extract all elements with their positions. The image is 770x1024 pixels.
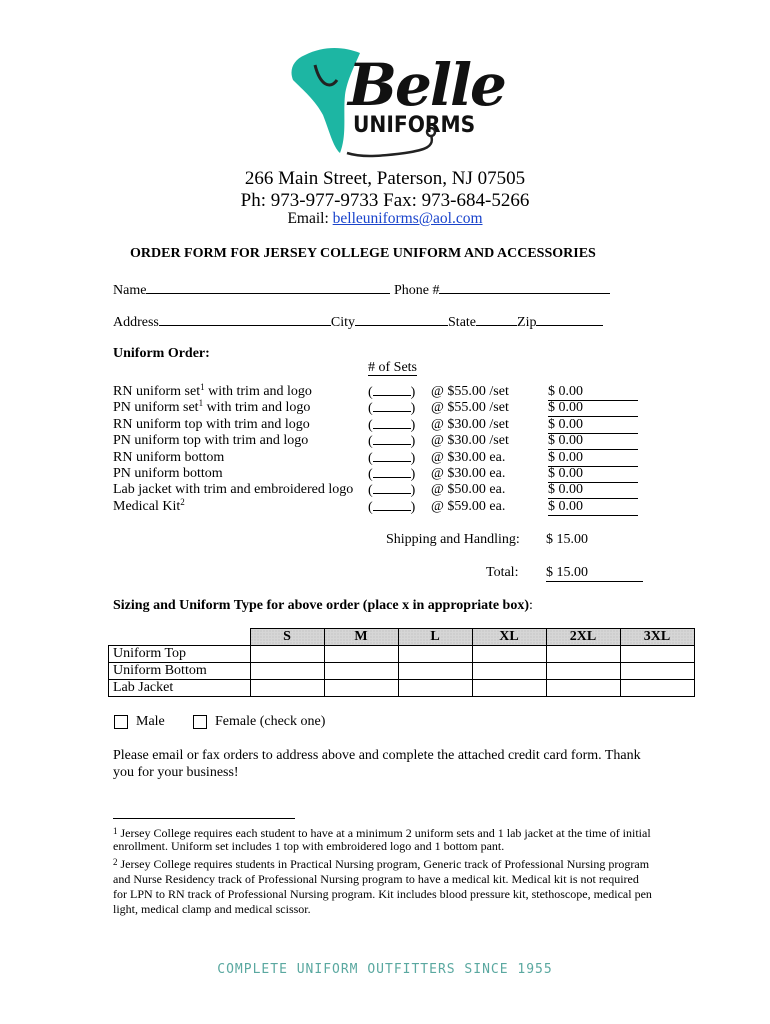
store-phone-fax: Ph: 973-977-9733 Fax: 973-684-5266 [240, 190, 530, 211]
sets-quantity-field[interactable]: ( ) [368, 385, 416, 400]
order-item-price: @ $55.00 /set [431, 384, 509, 399]
size-checkbox-cell[interactable] [620, 663, 694, 680]
address-field[interactable] [159, 313, 331, 326]
name-phone-row [113, 281, 610, 299]
order-item-price: @ $59.00 ea. [431, 499, 506, 514]
size-checkbox-cell[interactable] [472, 663, 546, 680]
city-label: City [330, 315, 356, 330]
shipping-label: Shipping and Handling: [386, 532, 520, 547]
zip-field[interactable] [536, 313, 603, 326]
uniform-order-heading: Uniform Order: [113, 346, 210, 361]
address-label: Address [113, 315, 159, 330]
sets-quantity-field[interactable]: ( ) [368, 451, 416, 466]
sets-quantity-field[interactable]: ( ) [368, 483, 416, 498]
size-checkbox-cell[interactable] [324, 663, 398, 680]
size-checkbox-cell[interactable] [472, 646, 546, 663]
size-checkbox-cell[interactable] [398, 680, 472, 697]
size-header-cell: 2XL [546, 629, 620, 646]
sizing-corner-cell [109, 629, 251, 646]
sizing-row [109, 646, 695, 663]
sizing-header-row [109, 629, 695, 646]
order-item-price: @ $30.00 /set [431, 433, 509, 448]
order-item-label: Medical Kit$^2$ [113, 497, 185, 514]
order-item-price: @ $55.00 /set [431, 400, 509, 415]
order-item-price: @ $50.00 ea. [431, 482, 506, 497]
footer-tagline: COMPLETE UNIFORM OUTFITTERS SINCE 1955 [217, 962, 553, 977]
sets-quantity-field[interactable]: ( ) [368, 434, 416, 449]
state-label: State [448, 315, 477, 330]
sets-header: # of Sets [368, 360, 417, 375]
footnote-divider [113, 818, 295, 819]
belle-uniforms-logo [285, 35, 505, 160]
size-header-cell: L [398, 629, 472, 646]
sets-quantity-field[interactable]: ( ) [368, 401, 416, 416]
male-label: Male [136, 714, 165, 729]
size-header-cell: XL [472, 629, 546, 646]
sizing-table [108, 628, 695, 697]
order-item-amount: $ 0.00 [548, 400, 638, 417]
sizing-heading: Sizing and Uniform Type for above order (place x in appropriate box): [113, 598, 533, 613]
email-link[interactable]: belleuniforms@aol.com [332, 210, 483, 227]
size-header-cell: 3XL [620, 629, 694, 646]
sets-quantity-field[interactable]: ( ) [368, 500, 416, 515]
shipping-value: $ 15.00 [546, 532, 588, 547]
size-checkbox-cell[interactable] [324, 680, 398, 697]
footnote-1: $^1$ Jersey College requires each student to have at a minimum 2 uniform sets and 1 lab jacket at the time of initial enrollment. Uniform set includes 1 top with embroidered logo and 1 bottom pant. [113, 826, 651, 853]
size-checkbox-cell[interactable] [620, 680, 694, 697]
closing-message: Please email or fax orders to address above and complete the attached credit card form. Thank you for your business! [113, 748, 641, 780]
sizing-row-label: Lab Jacket [109, 680, 251, 697]
sizing-row-label: Uniform Bottom [109, 663, 251, 680]
form-title: ORDER FORM FOR JERSEY COLLEGE UNIFORM AND ACCESSORIES [130, 246, 596, 261]
address-row [113, 313, 603, 331]
size-header-cell: S [250, 629, 324, 646]
size-checkbox-cell[interactable] [250, 646, 324, 663]
size-checkbox-cell[interactable] [546, 680, 620, 697]
order-item-label: Lab jacket with trim and embroidered logo [113, 482, 354, 497]
size-checkbox-cell[interactable] [546, 646, 620, 663]
order-item-amount: $ 0.00 [548, 433, 638, 450]
sizing-row [109, 680, 695, 697]
sets-quantity-field[interactable]: ( ) [368, 418, 416, 433]
phone-label: Phone # [393, 283, 440, 298]
order-item-amount: $ 0.00 [548, 466, 638, 483]
order-item-label: PN uniform top with trim and logo [113, 433, 309, 448]
order-item-label: RN uniform bottom [113, 450, 225, 465]
size-checkbox-cell[interactable] [398, 646, 472, 663]
order-item-price: @ $30.00 ea. [431, 450, 506, 465]
logo-subtitle: UNIFORMS [353, 113, 476, 138]
sizing-row-label: Uniform Top [109, 646, 251, 663]
city-field[interactable] [355, 313, 448, 326]
size-checkbox-cell[interactable] [620, 646, 694, 663]
state-field[interactable] [476, 313, 517, 326]
order-item-amount: $ 0.00 [548, 450, 638, 467]
male-checkbox[interactable] [114, 715, 128, 729]
total-label: Total: [486, 565, 519, 580]
order-item-amount: $ 0.00 [548, 417, 638, 434]
size-checkbox-cell[interactable] [250, 680, 324, 697]
size-checkbox-cell[interactable] [250, 663, 324, 680]
size-checkbox-cell[interactable] [398, 663, 472, 680]
size-checkbox-cell[interactable] [546, 663, 620, 680]
order-item-label: PN uniform bottom [113, 466, 223, 481]
size-checkbox-cell[interactable] [324, 646, 398, 663]
female-checkbox[interactable] [193, 715, 207, 729]
order-item-label: PN uniform set$^1$ with trim and logo [113, 398, 311, 415]
order-item-label: RN uniform top with trim and logo [113, 417, 310, 432]
name-field[interactable] [146, 281, 390, 294]
order-item-amount: $ 0.00 [548, 482, 638, 499]
order-item-amount: $ 0.00 [548, 499, 638, 516]
store-email [0, 210, 770, 228]
sets-quantity-field[interactable]: ( ) [368, 467, 416, 482]
size-checkbox-cell[interactable] [472, 680, 546, 697]
order-item-price: @ $30.00 ea. [431, 466, 506, 481]
size-header-cell: M [324, 629, 398, 646]
footnote-2: $^2$ Jersey College requires students in Practical Nursing program, Generic track of Professional Nursing program and Nurse Residency track of Professional Nursing program to have a medical kit. Medical kit is not required for LPN to RN track of Professional Nursing program. Kit includes blood pressure kit, stethoscope, medical pen light, medical clamp and medical scissor. [113, 857, 652, 916]
order-item-price: @ $30.00 /set [431, 417, 509, 432]
female-label: Female (check one) [215, 714, 326, 729]
sizing-row [109, 663, 695, 680]
phone-field[interactable] [439, 281, 610, 294]
logo-wordmark: Belle [348, 51, 505, 119]
order-item-label: RN uniform set$^1$ with trim and logo [113, 382, 312, 399]
name-label: Name [113, 283, 147, 298]
email-label: Email: [287, 210, 333, 227]
total-value: $ 15.00 [546, 565, 643, 582]
store-address: 266 Main Street, Paterson, NJ 07505 [244, 168, 526, 189]
zip-label: Zip [517, 315, 537, 330]
order-item-amount: $ 0.00 [548, 384, 638, 401]
